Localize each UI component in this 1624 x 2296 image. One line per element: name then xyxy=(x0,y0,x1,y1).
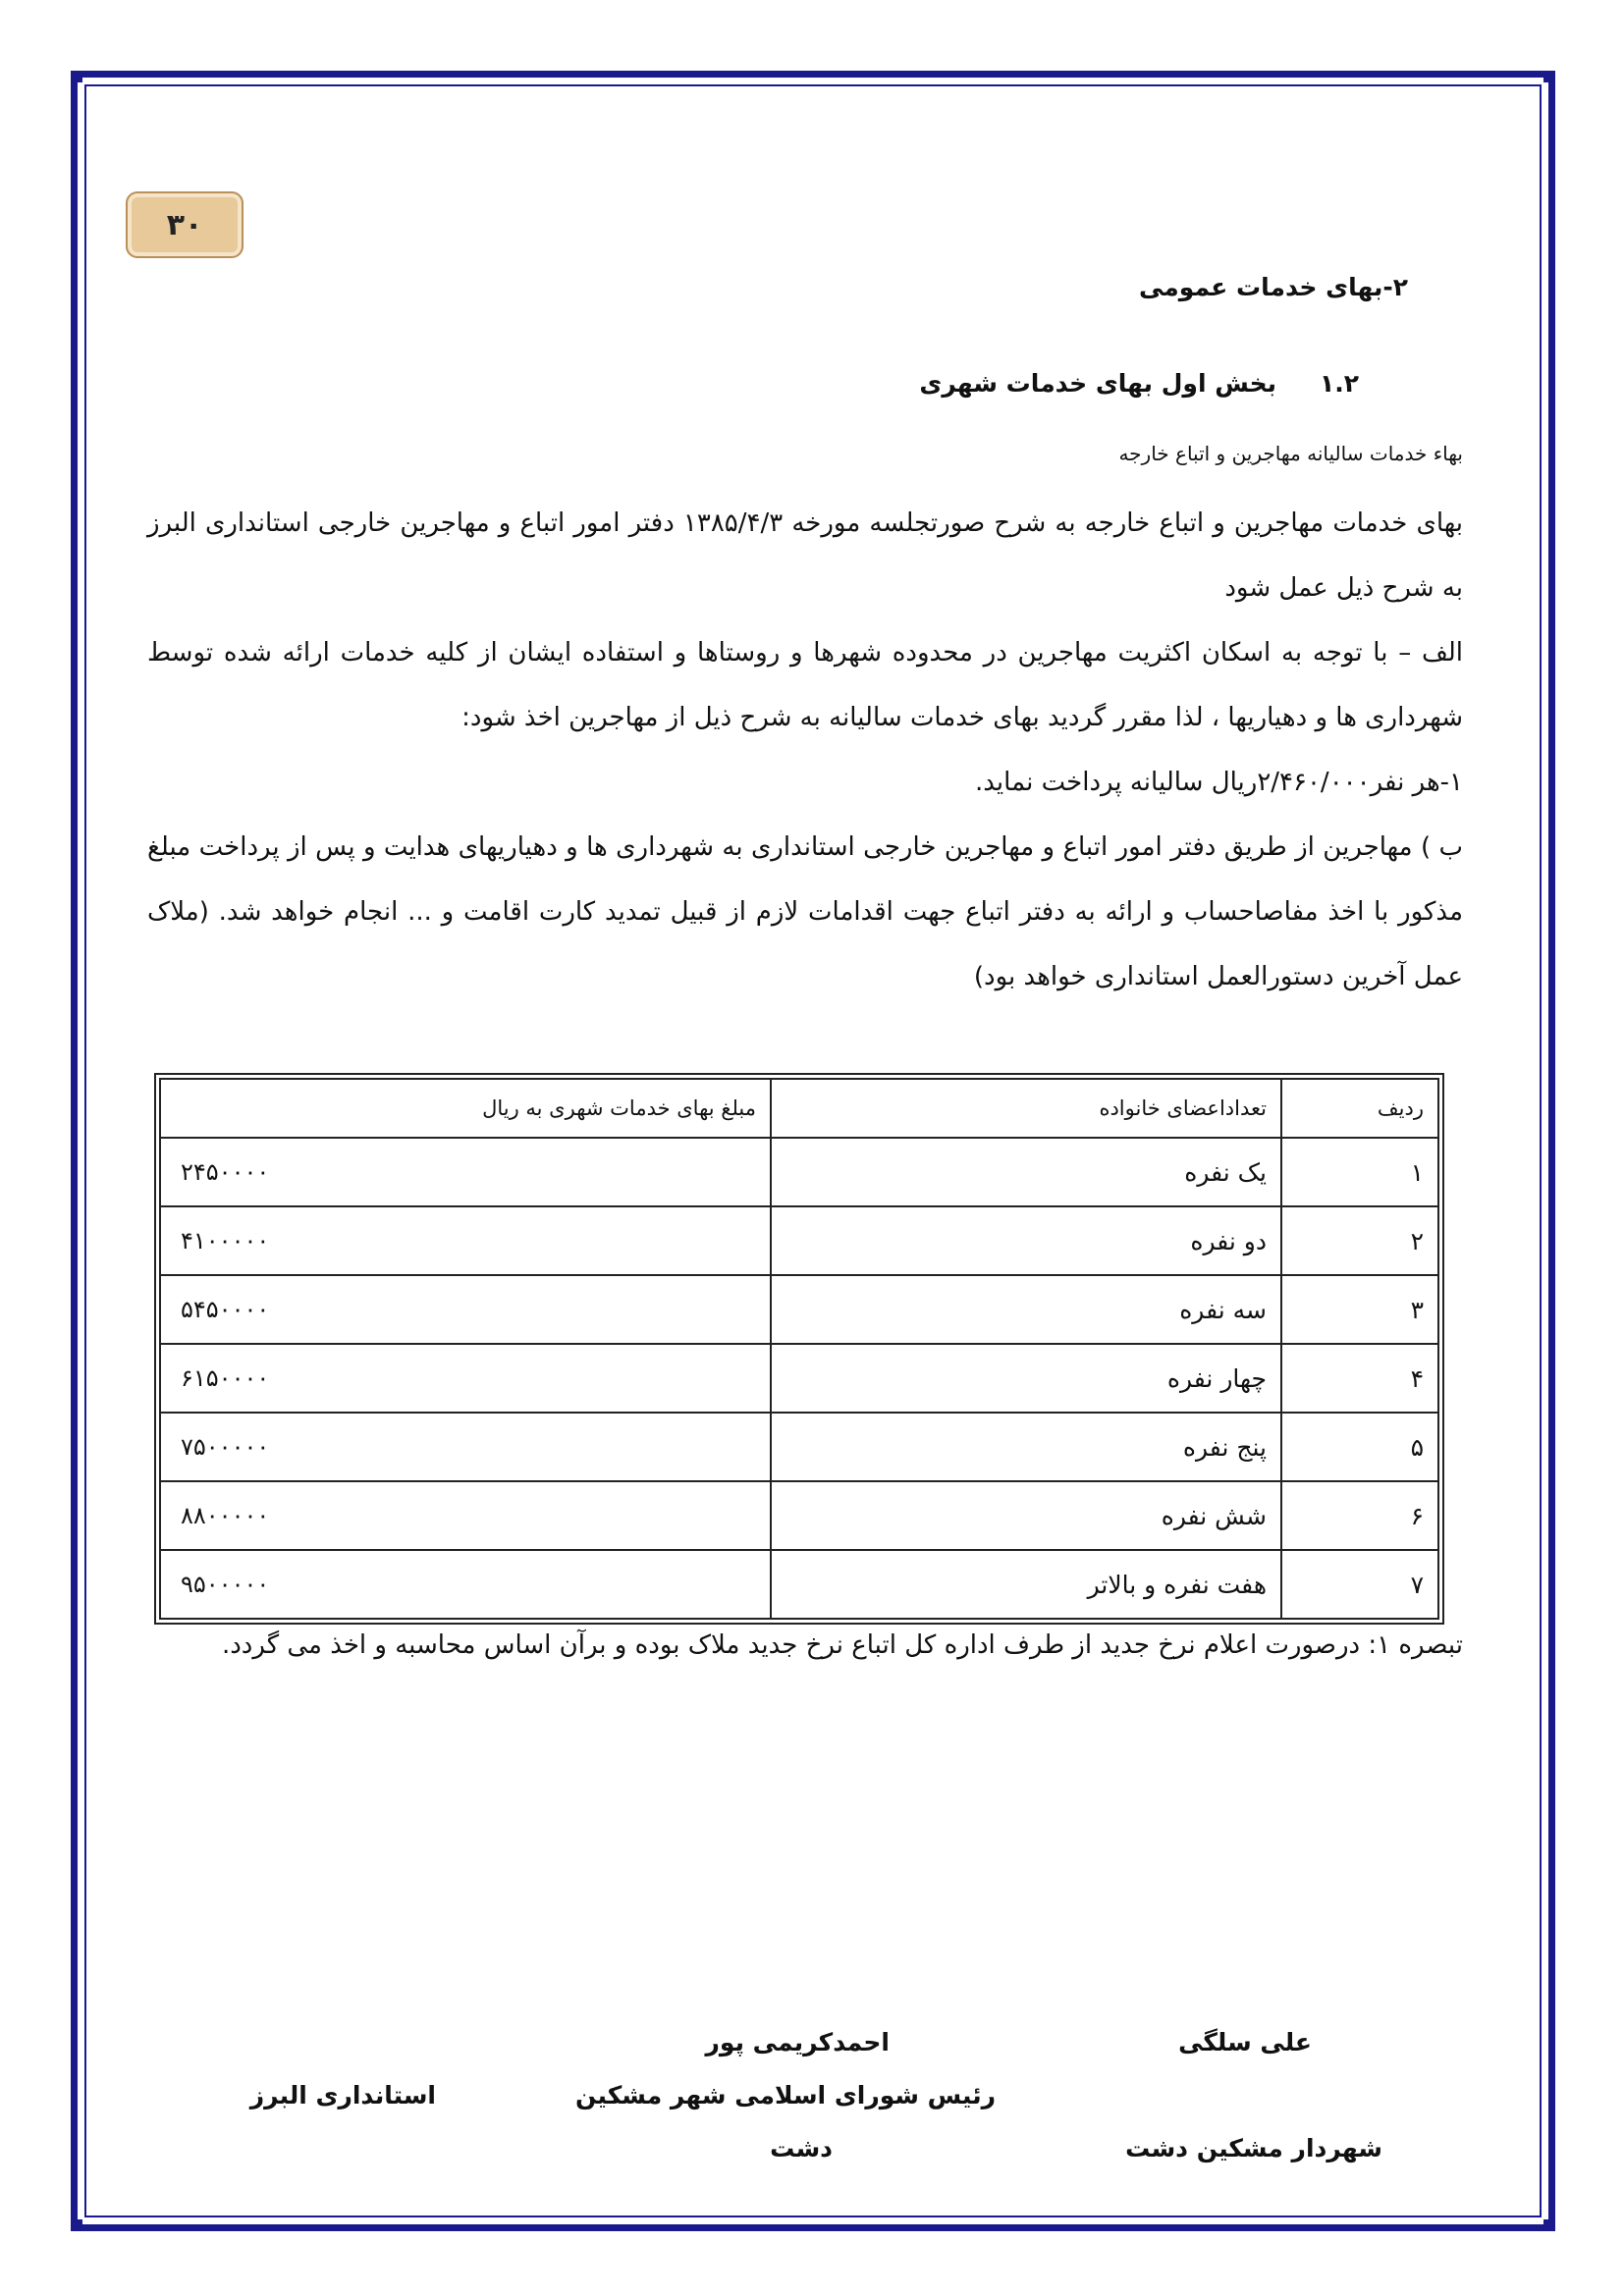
body-text xyxy=(147,491,1463,1009)
subsection-heading xyxy=(919,369,1359,398)
note-paragraph: تبصره ۱: درصورت اعلام نرخ جدید از طرف اداره کل اتباع نرخ جدید ملاک بوده و برآن اساس محاسبه و اخذ می گردد. xyxy=(221,1630,1463,1660)
amount: ۷۵۰۰۰۰۰ xyxy=(160,1413,771,1481)
table-row xyxy=(160,1550,1438,1619)
subsection-number: ۱.۲ xyxy=(1319,369,1359,398)
table-row xyxy=(160,1344,1438,1413)
family-size: شش نفره xyxy=(771,1481,1281,1550)
family-size: دو نفره xyxy=(771,1206,1281,1275)
signature-mayor-name: علی سلگی xyxy=(1178,2028,1312,2056)
table-row xyxy=(160,1138,1438,1206)
subtitle: بهاء خدمات سالیانه مهاجرین و اتباع خارجه xyxy=(1118,442,1463,465)
subsection-title: بخش اول بهای خدمات شهری xyxy=(919,369,1276,398)
amount: ۸۸۰۰۰۰۰ xyxy=(160,1481,771,1550)
signature-council-title-cont: دشت xyxy=(770,2134,833,2163)
border-corner-bottom-right xyxy=(1543,2219,1555,2231)
row-number: ۱ xyxy=(1281,1138,1438,1206)
border-corner-bottom-left xyxy=(71,2219,82,2231)
signature-mayor-title: شهردار مشکین دشت xyxy=(1125,2134,1382,2163)
paragraph: الف – با توجه به اسکان اکثریت مهاجرین در محدوده شهرها و روستاها و استفاده ایشان از کلیه خدمات ارائه شده توسط شهرداری ها و دهیاریها ، لذا مقرر گردید بهای خدمات سالیانه به شرح ذیل از مهاجرین اخذ شود: xyxy=(147,638,1463,732)
table-row xyxy=(160,1206,1438,1275)
signature-council-name: احمدکریمی پور xyxy=(705,2028,890,2056)
amount: ۶۱۵۰۰۰۰ xyxy=(160,1344,771,1413)
family-size: هفت نفره و بالاتر xyxy=(771,1550,1281,1619)
table-row xyxy=(160,1275,1438,1344)
header-family-members: تعداداعضای خانواده xyxy=(771,1079,1281,1138)
row-number: ۲ xyxy=(1281,1206,1438,1275)
row-number: ۷ xyxy=(1281,1550,1438,1619)
fees-table xyxy=(159,1078,1439,1620)
signature-council-title: رئیس شورای اسلامی شهر مشکین xyxy=(575,2081,996,2109)
family-size: پنج نفره xyxy=(771,1413,1281,1481)
amount: ۵۴۵۰۰۰۰ xyxy=(160,1275,771,1344)
amount: ۴۱۰۰۰۰۰ xyxy=(160,1206,771,1275)
note-text xyxy=(147,1616,1463,1675)
row-number: ۵ xyxy=(1281,1413,1438,1481)
amount: ۹۵۰۰۰۰۰ xyxy=(160,1550,771,1619)
table-row xyxy=(160,1481,1438,1550)
row-number: ۳ xyxy=(1281,1275,1438,1344)
family-size: چهار نفره xyxy=(771,1344,1281,1413)
paragraph: ب ) مهاجرین از طریق دفتر امور اتباع و مهاجرین خارجی استانداری به شهرداری ها و دهیاریهای هدایت و پس از پرداخت مبلغ مذکور با اخذ مفاصاحساب و ارائه به دفتر اتباع جهت اقدامات لازم از قبیل تمدید کارت اقامت و ... انجام خواهد شد. (ملاک عمل آخرین دستورالعمل استانداری خواهد بود) xyxy=(147,832,1463,991)
paragraph: ۱-هر نفر۲/۴۶۰/۰۰۰ریال سالیانه پرداخت نماید. xyxy=(975,768,1463,797)
border-corner-top-right xyxy=(1543,71,1555,82)
row-number: ۶ xyxy=(1281,1481,1438,1550)
paragraph: بهای خدمات مهاجرین و اتباع خارجه به شرح صورتجلسه مورخه ۱۳۸۵/۴/۳ دفتر امور اتباع و مهاجرین خارجی استانداری البرز به شرح ذیل عمل شود xyxy=(147,508,1463,603)
header-amount: مبلغ بهای خدمات شهری به ریال xyxy=(160,1079,771,1138)
table-header-row xyxy=(160,1079,1438,1138)
section-heading: ۲-بهای خدمات عمومی xyxy=(1139,273,1408,301)
table-row xyxy=(160,1413,1438,1481)
signature-governorate: استانداری البرز xyxy=(249,2081,436,2109)
amount: ۲۴۵۰۰۰۰ xyxy=(160,1138,771,1206)
family-size: یک نفره xyxy=(771,1138,1281,1206)
page-number-badge: ۳۰ xyxy=(126,191,244,258)
row-number: ۴ xyxy=(1281,1344,1438,1413)
family-size: سه نفره xyxy=(771,1275,1281,1344)
header-row-number: ردیف xyxy=(1281,1079,1438,1138)
border-corner-top-left xyxy=(71,71,82,82)
